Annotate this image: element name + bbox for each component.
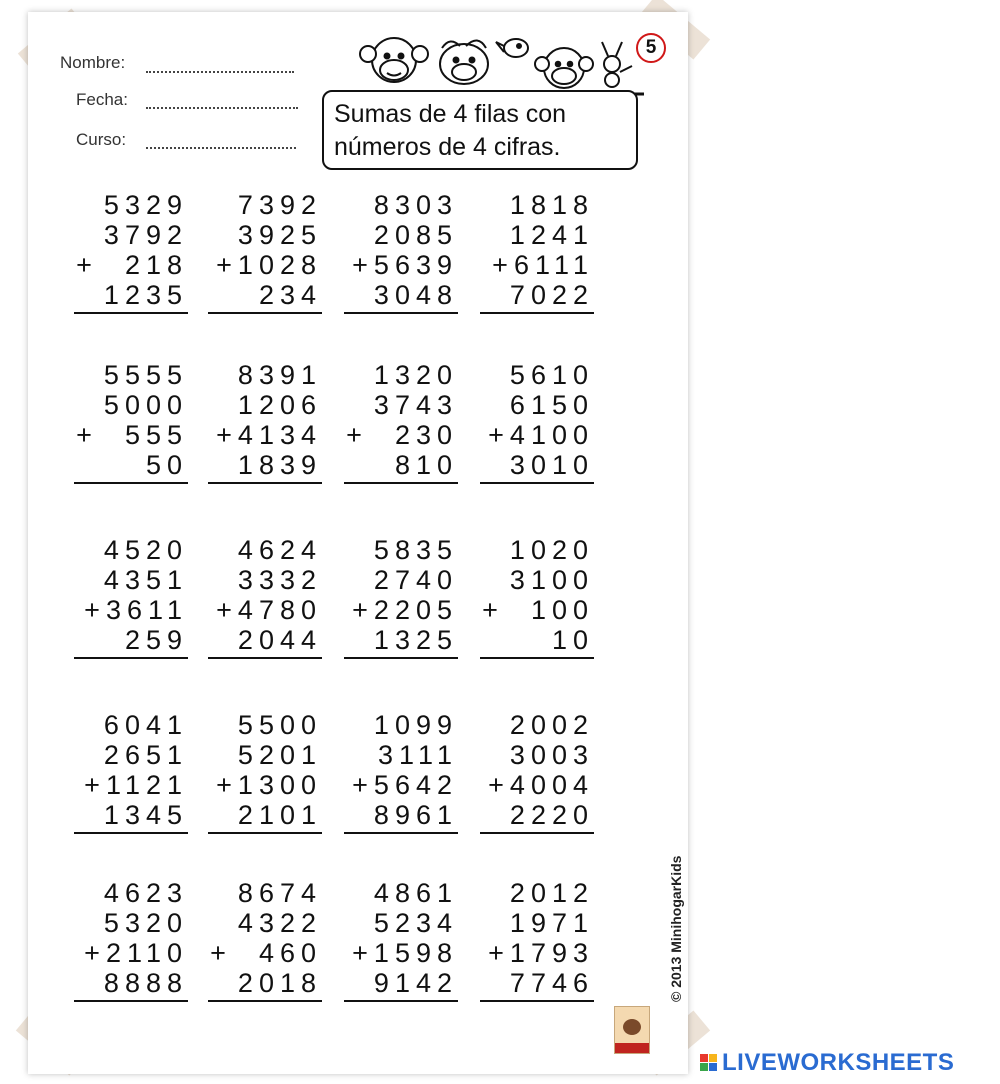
sum-line[interactable] (208, 657, 322, 659)
addend: 4623 (103, 878, 188, 908)
worksheet-number-badge: 5 (636, 33, 666, 63)
addend: 5555 (103, 360, 188, 390)
addend-last: 3048 (373, 280, 458, 310)
addend: 1971 (509, 908, 594, 938)
addend-last: 3010 (509, 450, 594, 480)
addend: 4861 (373, 878, 458, 908)
addition-problem (474, 535, 594, 655)
addend: 5000 (103, 390, 188, 420)
addend: 5234 (373, 908, 458, 938)
addend-with-plus: +1121 (84, 770, 188, 800)
addend-last: 8961 (373, 800, 458, 830)
addend: 1206 (237, 390, 322, 420)
addend: 5201 (237, 740, 322, 770)
addition-problem (68, 710, 188, 830)
addend: 2651 (103, 740, 188, 770)
addend: 5329 (103, 190, 188, 220)
addend: 3743 (373, 390, 458, 420)
addition-problem (474, 710, 594, 830)
sum-line[interactable] (344, 312, 458, 314)
liveworksheets-logo-icon (700, 1054, 718, 1072)
addend: 8674 (237, 878, 322, 908)
addend-last: 1345 (103, 800, 188, 830)
sum-line[interactable] (480, 657, 594, 659)
addend-last: 2018 (237, 968, 322, 998)
addition-problem (338, 535, 458, 655)
addend-last: 8888 (103, 968, 188, 998)
addition-problem (474, 190, 594, 310)
addend-with-plus: +3611 (84, 595, 188, 625)
addend: 2740 (373, 565, 458, 595)
sum-line[interactable] (480, 312, 594, 314)
addend: 5835 (373, 535, 458, 565)
addend: 4624 (237, 535, 322, 565)
copyright-note (666, 830, 684, 1000)
addition-problem (68, 878, 188, 998)
addition-problem (474, 360, 594, 480)
addend: 4322 (237, 908, 322, 938)
copyright-text: © 2013 MinihogarKids (668, 855, 684, 1002)
addend: 4520 (103, 535, 188, 565)
minihogar-logo (614, 1006, 650, 1054)
addend-with-plus: + 460 (210, 938, 322, 968)
addend-last: 2220 (509, 800, 594, 830)
addend: 1241 (509, 220, 594, 250)
liveworksheets-brand (700, 1049, 954, 1077)
addition-problem (338, 710, 458, 830)
worksheet-title-box (322, 90, 638, 170)
course-label: Curso: (76, 130, 127, 149)
addend-last: 7746 (509, 968, 594, 998)
sum-line[interactable] (208, 1000, 322, 1002)
addend: 8391 (237, 360, 322, 390)
addend-with-plus: +5639 (352, 250, 458, 280)
addition-problem (202, 878, 322, 998)
addition-problem (338, 360, 458, 480)
sum-line[interactable] (344, 1000, 458, 1002)
addend-with-plus: +4004 (488, 770, 594, 800)
addend-with-plus: +4100 (488, 420, 594, 450)
title-line-1: Sumas de 4 filas con (334, 100, 567, 128)
addend-last: 7022 (509, 280, 594, 310)
addend: 2012 (509, 878, 594, 908)
addend-with-plus: +1300 (216, 770, 322, 800)
sum-line[interactable] (344, 482, 458, 484)
addition-problem (68, 535, 188, 655)
addition-problem (202, 190, 322, 310)
addend-with-plus: +1793 (488, 938, 594, 968)
addend-last: 50 (118, 450, 188, 480)
addend-with-plus: + 218 (76, 250, 188, 280)
addend: 5320 (103, 908, 188, 938)
sum-line[interactable] (208, 832, 322, 834)
addend-with-plus: +6111 (492, 250, 594, 280)
addend: 2085 (373, 220, 458, 250)
addend-with-plus: +5642 (352, 770, 458, 800)
date-field[interactable] (146, 107, 298, 109)
sum-line[interactable] (344, 657, 458, 659)
addend-last: 1235 (103, 280, 188, 310)
addend-with-plus: + 230 (346, 420, 458, 450)
addend: 1099 (373, 710, 458, 740)
date-label: Fecha: (76, 90, 128, 109)
sum-line[interactable] (208, 482, 322, 484)
addend: 1818 (509, 190, 594, 220)
addend-last: 810 (381, 450, 458, 480)
addend-with-plus: +4134 (216, 420, 322, 450)
sum-line[interactable] (74, 657, 188, 659)
addend: 2002 (509, 710, 594, 740)
sum-line[interactable] (208, 312, 322, 314)
addend: 3111 (377, 740, 458, 770)
name-label: Nombre: (60, 53, 126, 72)
sum-line[interactable] (480, 1000, 594, 1002)
addend-with-plus: +4780 (216, 595, 322, 625)
sum-line[interactable] (344, 832, 458, 834)
addend-last: 259 (111, 625, 188, 655)
sum-line[interactable] (74, 832, 188, 834)
addend: 1020 (509, 535, 594, 565)
addend-with-plus: +2205 (352, 595, 458, 625)
addend-last: 1325 (373, 625, 458, 655)
title-line-2: números de 4 cifras. (334, 133, 561, 161)
addend-last: 1839 (237, 450, 322, 480)
addend: 7392 (237, 190, 322, 220)
addend: 6041 (103, 710, 188, 740)
sum-line[interactable] (480, 832, 594, 834)
liveworksheets-wordmark: LIVEWORKSHEETS (722, 1049, 955, 1076)
addend-with-plus: +1598 (352, 938, 458, 968)
addend-with-plus: +2110 (84, 938, 188, 968)
addend: 4351 (103, 565, 188, 595)
addend-with-plus: + 555 (76, 420, 188, 450)
addend: 3100 (509, 565, 594, 595)
addend-last: 234 (245, 280, 322, 310)
addend-with-plus: + 100 (482, 595, 594, 625)
addend: 5610 (509, 360, 594, 390)
addition-problem (68, 360, 188, 480)
addend: 8303 (373, 190, 458, 220)
addition-problem (474, 878, 594, 998)
sum-line[interactable] (74, 312, 188, 314)
addend: 3332 (237, 565, 322, 595)
sum-line[interactable] (74, 482, 188, 484)
addend: 3792 (103, 220, 188, 250)
addend: 1320 (373, 360, 458, 390)
name-field[interactable] (146, 71, 294, 73)
sum-line[interactable] (480, 482, 594, 484)
addition-problem (338, 190, 458, 310)
addend-last: 10 (524, 625, 594, 655)
sum-line[interactable] (74, 1000, 188, 1002)
addend: 6150 (509, 390, 594, 420)
addend-last: 2044 (237, 625, 322, 655)
course-field[interactable] (146, 147, 296, 149)
addend-last: 9142 (373, 968, 458, 998)
addend-last: 2101 (237, 800, 322, 830)
addend: 3003 (509, 740, 594, 770)
addition-problem (68, 190, 188, 310)
addition-problem (338, 878, 458, 998)
addend-with-plus: +1028 (216, 250, 322, 280)
addend: 5500 (237, 710, 322, 740)
addend: 3925 (237, 220, 322, 250)
addition-problem (202, 535, 322, 655)
addition-problem (202, 360, 322, 480)
addition-problem (202, 710, 322, 830)
